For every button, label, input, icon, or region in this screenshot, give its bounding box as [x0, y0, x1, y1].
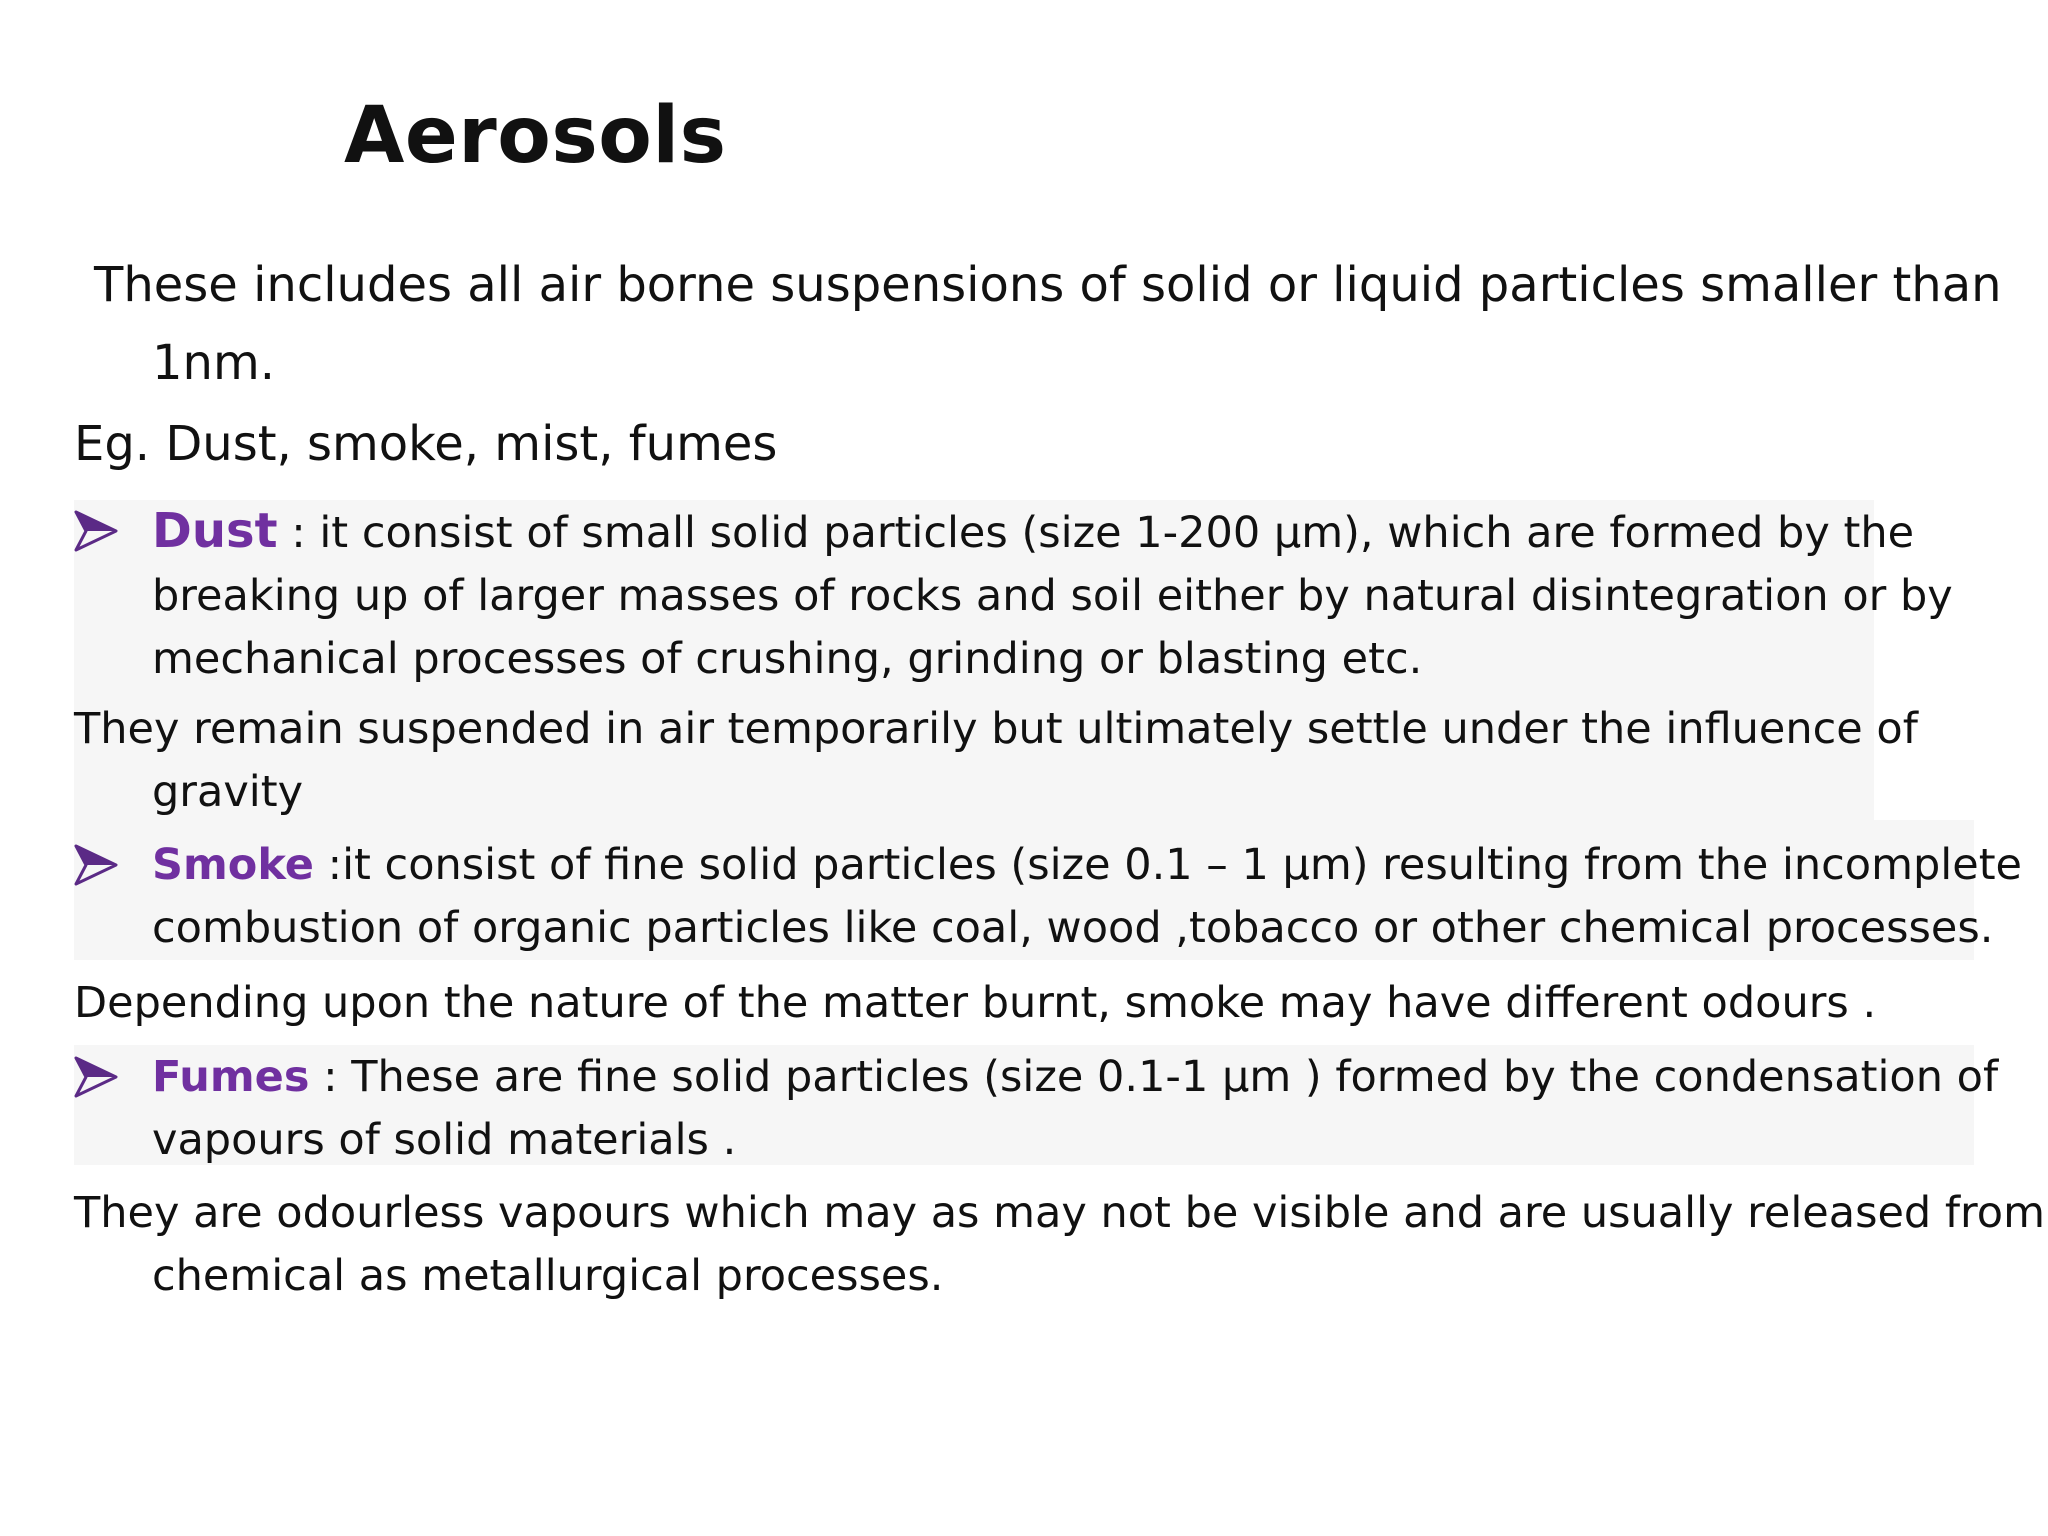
dust-line-3: mechanical processes of crushing, grinding or blasting etc. — [152, 634, 1423, 684]
dust-note — [74, 698, 2014, 824]
intro-paragraph — [94, 246, 2034, 402]
fumes-term: Fumes — [152, 1052, 310, 1102]
example-line: Eg. Dust, smoke, mist, fumes — [74, 416, 778, 472]
smoke-note-line-1: Depending upon the nature of the matter burnt, smoke may have different odours . — [74, 978, 1877, 1028]
dust-line-1 — [74, 500, 2024, 565]
intro-line-2: 1nm. — [152, 335, 275, 391]
dust-bullet — [74, 500, 2024, 691]
fumes-note-line-1: They are odourless vapours which may as may not be visible and are usually released from — [74, 1188, 2045, 1238]
arrow-bullet-icon — [74, 844, 118, 886]
dust-line-1-text: : it consist of small solid particles (size 1-200 µm), which are formed by the — [277, 508, 1915, 558]
smoke-line-1-text: :it consist of fine solid particles (size 0.1 – 1 µm) resulting from the incomplete — [313, 840, 2023, 890]
dust-note-line-2: gravity — [152, 767, 304, 817]
intro-line-1: These includes all air borne suspensions of solid or liquid particles smaller than — [94, 257, 2002, 313]
arrow-bullet-icon — [74, 510, 118, 552]
smoke-line-1 — [74, 834, 2024, 897]
arrow-bullet-icon — [74, 1056, 118, 1098]
slide-title: Aerosols — [344, 91, 727, 181]
dust-line-2: breaking up of larger masses of rocks and soil either by natural disintegration or by — [152, 571, 1953, 621]
fumes-line-2: vapours of solid materials . — [152, 1115, 737, 1165]
smoke-note — [74, 972, 2014, 1035]
fumes-note-line-2: chemical as metallurgical processes. — [152, 1251, 944, 1301]
dust-term: Dust — [152, 503, 278, 559]
fumes-bullet — [74, 1046, 2024, 1172]
smoke-term: Smoke — [152, 840, 314, 890]
fumes-note — [74, 1182, 2045, 1308]
smoke-bullet — [74, 834, 2024, 960]
fumes-line-1 — [74, 1046, 2024, 1109]
smoke-line-2: combustion of organic particles like coal, wood ,tobacco or other chemical processes. — [152, 903, 1994, 953]
fumes-line-1-text: : These are fine solid particles (size 0.1-1 µm ) formed by the condensation of — [309, 1052, 1999, 1102]
dust-note-line-1: They remain suspended in air temporarily but ultimately settle under the influence of — [74, 704, 1918, 754]
